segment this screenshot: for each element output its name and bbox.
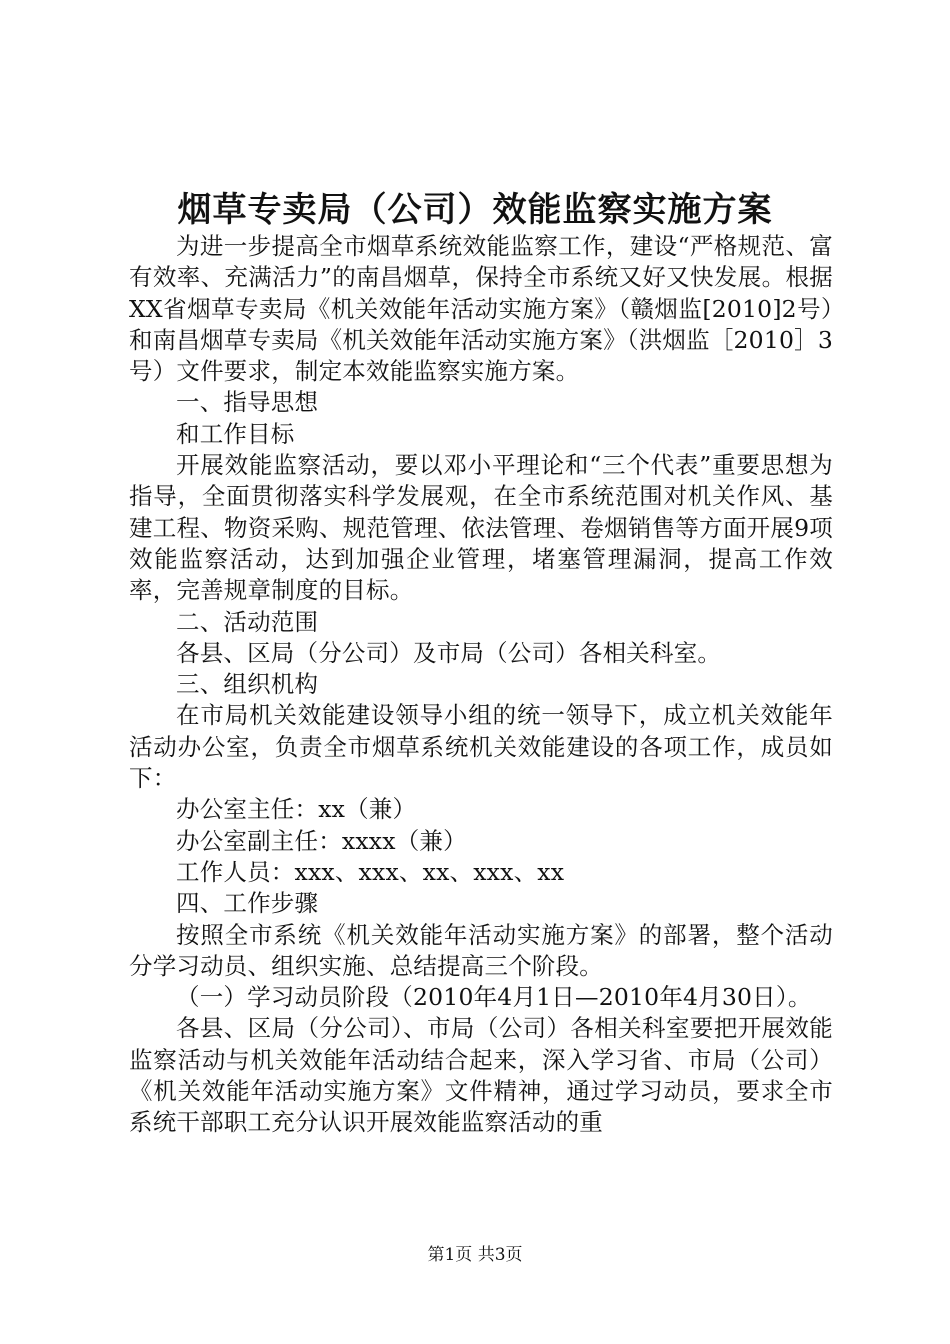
guiding-ideology-paragraph: 开展效能监察活动，要以邓小平理论和“三个代表”重要思想为指导，全面贯彻落实科学发展观，在全市系统范围对机关作风、基建工程、物资采购、规范管理、依法管理、卷烟销售等方面开展9项效能监察活动，达到加强企业管理，堵塞管理漏洞，提高工作效率，完善规章制度的目标。 — [129, 451, 833, 605]
phase-one-paragraph: 各县、区局（分公司）、市局（公司）各相关科室要把开展效能监察活动与机关效能年活动结合起来，深入学习省、市局（公司）《机关效能年活动实施方案》文件精神，通过学习动员，要求全市系统干部职工充分认识开展效能监察活动的重 — [129, 1014, 833, 1137]
section-heading-organization: 三、组织机构 — [176, 670, 319, 699]
phase-one-heading: （一）学习动员阶段（2010年4月1日—2010年4月30日）。 — [176, 983, 812, 1012]
scope-paragraph: 各县、区局（分公司）及市局（公司）各相关科室。 — [176, 638, 722, 667]
staff-line: 工作人员：xxx、xxx、xx、xxx、xx — [176, 857, 565, 886]
section-heading-continuation: 和工作目标 — [176, 419, 295, 448]
section-heading-guiding-ideology: 一、指导思想 — [176, 388, 319, 417]
page-number-footer: 第1页 共3页 — [427, 1245, 523, 1265]
office-deputy-director-line: 办公室副主任：xxxx（兼） — [176, 826, 467, 855]
organization-paragraph: 在市局机关效能建设领导小组的统一领导下，成立机关效能年活动办公室，负责全市烟草系统机关效能建设的各项工作，成员如下： — [129, 701, 833, 793]
document-body — [129, 231, 833, 1139]
intro-paragraph: 为进一步提高全市烟草系统效能监察工作，建设“严格规范、富有效率、充满活力”的南昌烟草，保持全市系统又好又快发展。根据XX省烟草专卖局《机关效能年活动实施方案》（赣烟监[2010]2号）和南昌烟草专卖局《机关效能年活动实施方案》（洪烟监［2010］3号）文件要求，制定本效能监察实施方案。 — [129, 232, 833, 386]
section-heading-scope: 二、活动范围 — [176, 607, 319, 636]
section-heading-steps: 四、工作步骤 — [176, 889, 319, 918]
document-title: 烟草专卖局（公司）效能监察实施方案 — [177, 190, 773, 230]
office-director-line: 办公室主任：xx（兼） — [176, 795, 417, 824]
steps-paragraph: 按照全市系统《机关效能年活动实施方案》的部署，整个活动分学习动员、组织实施、总结提高三个阶段。 — [129, 920, 833, 980]
